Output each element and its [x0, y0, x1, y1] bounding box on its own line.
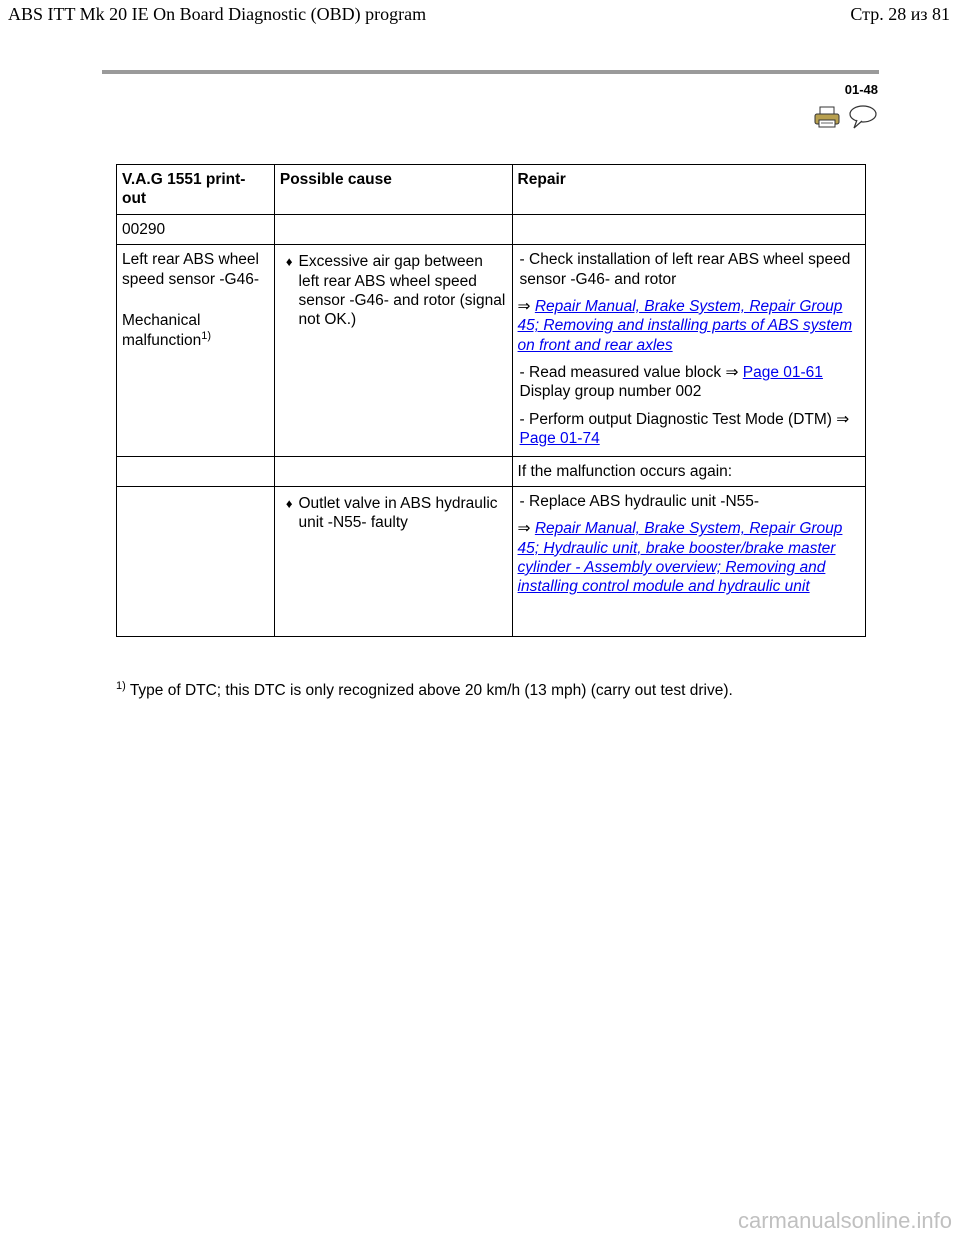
malfunction-note: If the malfunction occurs again:: [512, 456, 865, 486]
watermark: carmanualsonline.info: [737, 1208, 952, 1233]
empty-cell: [117, 486, 275, 636]
arrow-icon: ⇒: [517, 297, 531, 315]
empty-cell: [274, 456, 512, 486]
page-link[interactable]: Page 01-74: [519, 430, 600, 448]
repair-step: - Check installation of left rear ABS wheel speed sensor -G46- and rotor: [519, 251, 851, 288]
repair-reference: [518, 297, 860, 355]
repair-step: [518, 410, 860, 449]
page-number: 01-48: [844, 82, 878, 97]
arrow-icon: ⇒: [517, 520, 531, 538]
header-repair: Repair: [512, 165, 865, 215]
repair-manual-link[interactable]: Repair Manual, Brake System, Repair Group 45; Removing and installing parts of ABS system on front and rear axles: [517, 297, 853, 354]
repair-step-text: - Perform output Diagnostic Test Mode (DTM) ⇒: [519, 410, 850, 428]
repair-reference: [518, 519, 860, 597]
table-row-code: [117, 214, 866, 244]
cause-text: Outlet valve in ABS hydraulic unit -N55- faulty: [298, 494, 498, 532]
table-row: [117, 456, 866, 486]
repair-cell: [512, 486, 865, 636]
diagnostic-table: [116, 164, 866, 637]
table-row: [117, 245, 866, 456]
empty-cell: [512, 214, 865, 244]
repair-step: [518, 363, 860, 402]
header-rule: [102, 70, 879, 74]
header-printout: V.A.G 1551 print-out: [117, 165, 275, 215]
fault-code: 00290: [117, 214, 275, 244]
footnote-text: Type of DTC; this DTC is only recognized above 20 km/h (13 mph) (carry out test drive).: [129, 682, 733, 700]
repair-step-text: Display group number 002: [519, 383, 702, 401]
repair-step-text: - Read measured value block ⇒: [519, 364, 739, 381]
component-cell: [117, 245, 275, 456]
repair-cell: [512, 245, 865, 456]
footnote: [116, 680, 733, 700]
table-row: [117, 486, 866, 636]
footnote-marker: 1): [116, 680, 126, 692]
page-counter: Стр. 28 из 81: [850, 4, 950, 24]
empty-cell: [274, 214, 512, 244]
speech-bubble-icon[interactable]: [848, 104, 878, 135]
table-header-row: [117, 165, 866, 215]
cause-text: Excessive air gap between left rear ABS wheel speed sensor -G46- and rotor (signal not OK.): [298, 253, 506, 329]
printer-icon[interactable]: [814, 106, 840, 133]
page-icons: [814, 104, 878, 135]
fault-type-text: Mechanical malfunction: [122, 311, 202, 350]
repair-manual-link[interactable]: Repair Manual, Brake System, Repair Group 45; Hydraulic unit, brake booster/brake master cylinder - Assembly overview; Removing and installing control module and hydraulic unit: [517, 520, 843, 596]
footnote-ref: 1): [201, 330, 212, 343]
diamond-bullet-icon: ♦: [285, 254, 293, 270]
cause-item: [280, 250, 507, 330]
repair-step: - Replace ABS hydraulic unit -N55-: [519, 492, 760, 510]
header-possible-cause: Possible cause: [274, 165, 512, 215]
cause-cell: [274, 486, 512, 636]
empty-cell: [117, 456, 275, 486]
fault-type: [122, 311, 269, 351]
diamond-bullet-icon: ♦: [285, 495, 293, 511]
component-name: Left rear ABS wheel speed sensor -G46-: [122, 251, 259, 288]
document-title: ABS ITT Mk 20 IE On Board Diagnostic (OBD) program: [8, 4, 427, 24]
cause-item: [280, 492, 507, 533]
cause-cell: [274, 245, 512, 456]
page-link[interactable]: Page 01-61: [742, 364, 823, 381]
